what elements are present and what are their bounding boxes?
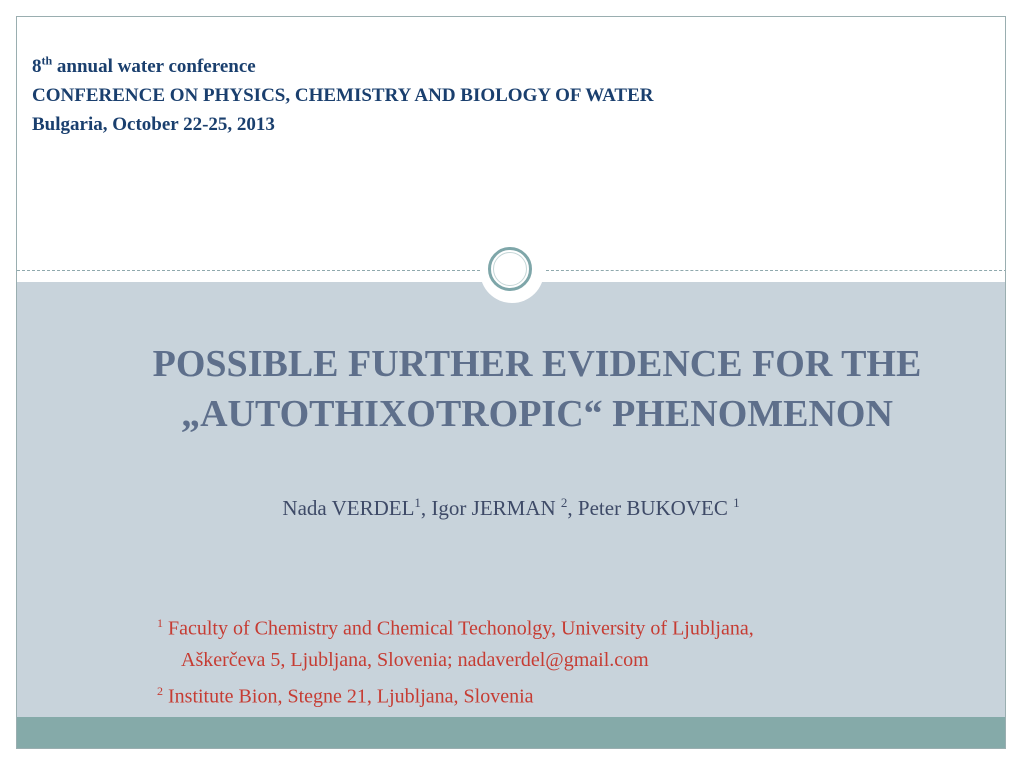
conference-name: CONFERENCE ON PHYSICS, CHEMISTRY AND BIOLOGY OF WATER (32, 85, 654, 106)
affiliation-2-marker: 2 (157, 683, 163, 698)
footer-bar (17, 717, 1005, 749)
conference-edition (32, 52, 654, 81)
author-1-name: Nada VERDEL (282, 496, 415, 520)
author-2-affiliation-marker: 2 (560, 495, 568, 510)
edition-suffix: th (41, 53, 53, 68)
divider-left (17, 270, 480, 271)
affiliation-1-line-2: Aškerčeva 5, Ljubljana, Slovenia; nadaverdel@gmail.com (181, 648, 649, 671)
author-2-name: , Igor JERMAN (420, 496, 561, 520)
ring-inner (488, 247, 532, 291)
affiliations (157, 608, 754, 712)
author-3-affiliation-marker: 1 (733, 495, 740, 510)
slide-frame (16, 16, 1006, 749)
affiliation-2 (157, 676, 754, 713)
affiliation-1 (157, 608, 754, 645)
affiliation-1-marker: 1 (157, 616, 163, 630)
authors-line (17, 495, 1005, 521)
affiliation-1-line-1: Faculty of Chemistry and Chemical Techonolgy, University of Ljubljana, (163, 617, 754, 640)
title-line-2: „AUTOTHIXOTROPIC“ PHENOMENON (181, 393, 893, 435)
ring-ornament-icon (480, 239, 544, 303)
edition-number: 8 (32, 56, 42, 77)
divider-right (546, 270, 1006, 271)
conference-location-date: Bulgaria, October 22-25, 2013 (32, 114, 275, 135)
affiliation-2-text: Institute Bion, Stegne 21, Ljubljana, Slovenia (163, 685, 534, 708)
conference-info (32, 52, 654, 139)
slide-title (57, 339, 1006, 439)
author-3-name: , Peter BUKOVEC (567, 496, 734, 520)
edition-text: annual water conference (52, 56, 256, 77)
title-line-1: POSSIBLE FURTHER EVIDENCE FOR THE (152, 343, 922, 385)
author-1-affiliation-marker: 1 (414, 495, 421, 510)
